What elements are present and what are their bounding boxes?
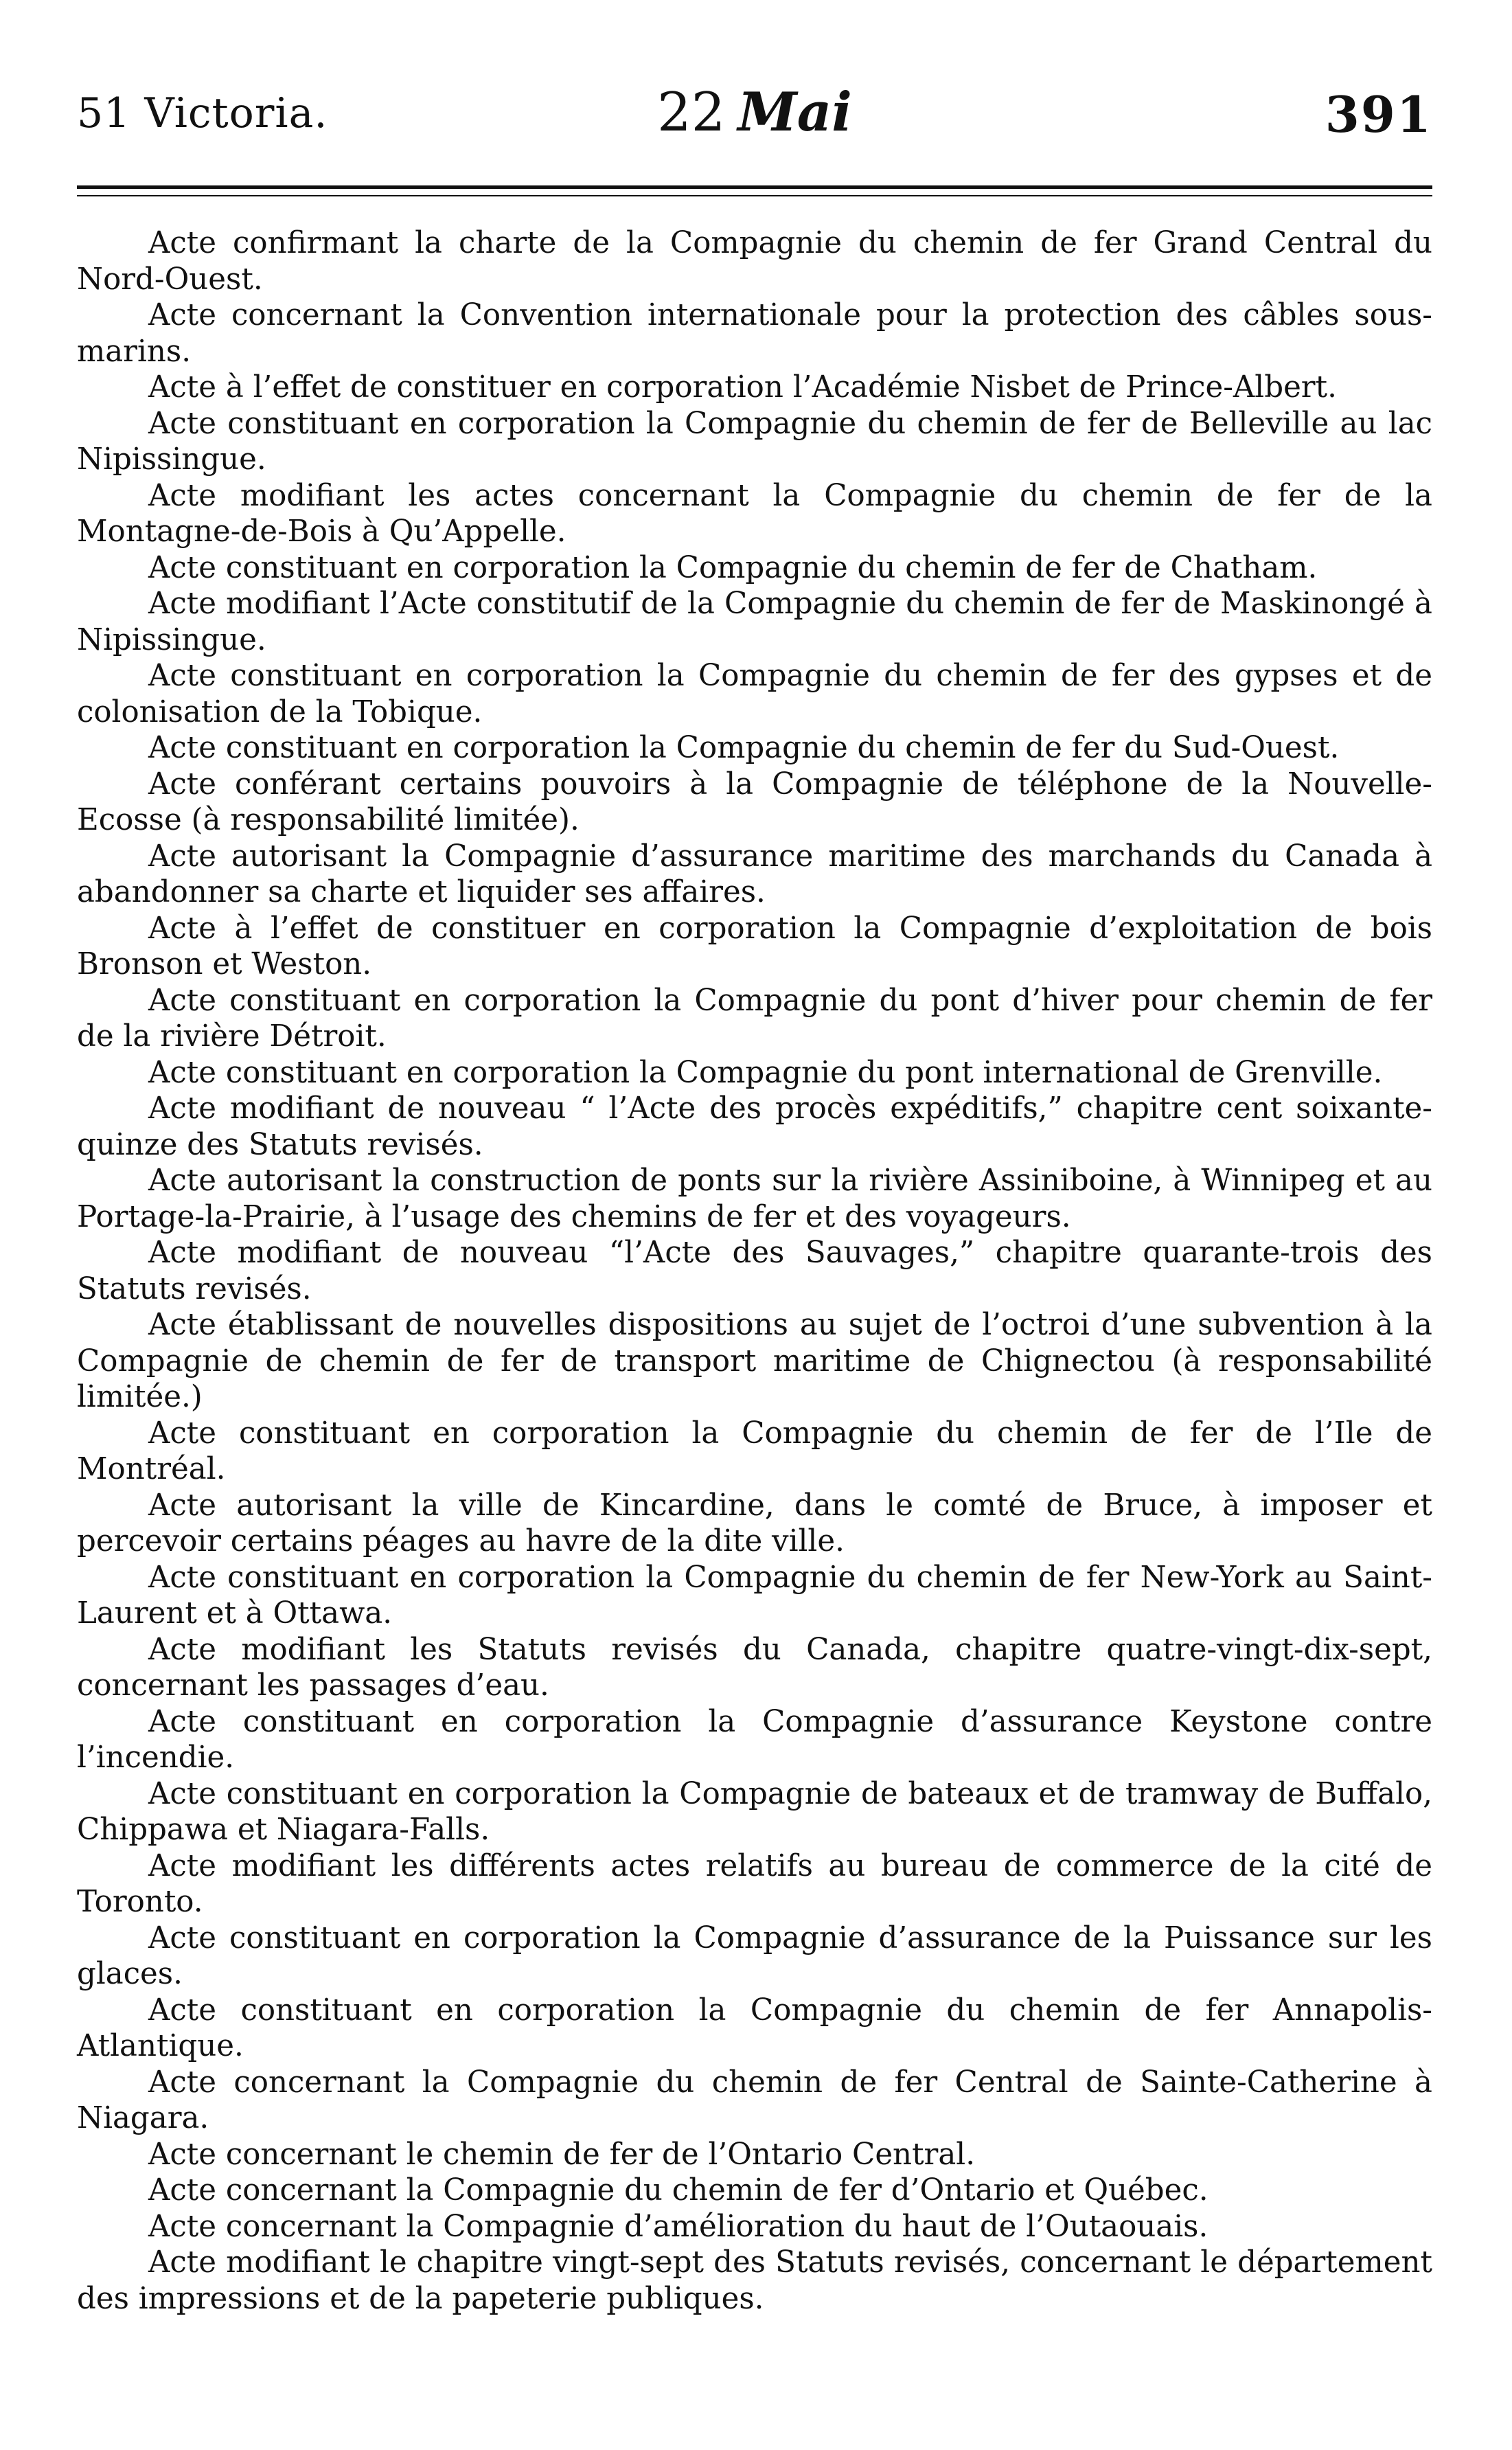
header-rule-thin: [77, 195, 1432, 196]
act-entry: Acte constituant en corporation la Compagnie du chemin de fer de Belleville au lac Nipissingue.: [77, 406, 1432, 477]
act-entry: Acte modifiant les Statuts revisés du Canada, chapitre quatre-vingt-dix-sept, concernant les passages d’eau.: [77, 1632, 1432, 1703]
act-entry: Acte constituant en corporation la Compagnie du chemin de fer du Sud-Ouest.: [148, 731, 1340, 765]
page-header: [77, 77, 1432, 152]
act-entry: Acte constituant en corporation la Compagnie du chemin de fer de l’Ile de Montréal.: [77, 1416, 1432, 1486]
running-head-year: 51 Victoria.: [77, 89, 328, 137]
act-entry: Acte constituant en corporation la Compagnie de bateaux et de tramway de Buffalo, Chippawa et Niagara-Falls.: [77, 1776, 1432, 1847]
act-entry: Acte à l’effet de constituer en corporation la Compagnie d’exploitation de bois Bronson et Weston.: [77, 911, 1432, 982]
act-entry: Acte modifiant de nouveau “l’Acte des Sauvages,” chapitre quarante-trois des Statuts revisés.: [77, 1236, 1432, 1306]
act-entry: Acte autorisant la construction de ponts sur la rivière Assiniboine, à Winnipeg et au Portage-la-Prairie, à l’usage des chemins de fer et des voyageurs.: [77, 1164, 1432, 1234]
act-entry: Acte autorisant la ville de Kincardine, dans le comté de Bruce, à imposer et percevoir certains péages au havre de la dite ville.: [77, 1488, 1432, 1558]
act-entry: Acte modifiant le chapitre vingt-sept des Statuts revisés, concernant le département des impressions et de la papeterie publiques.: [77, 2245, 1432, 2316]
act-entry: Acte constituant en corporation la Compagnie du pont international de Grenville.: [148, 1055, 1383, 1090]
header-rule-thick: [77, 185, 1432, 189]
act-entry: Acte établissant de nouvelles dispositions au sujet de l’octroi d’une subvention à la Compagnie de chemin de fer de transport maritime de Chignectou (à responsabilité limitée.): [77, 1308, 1432, 1414]
acts-list: [77, 225, 1432, 2317]
act-entry: Acte conférant certains pouvoirs à la Compagnie de téléphone de la Nouvelle-Ecosse (à responsabilité limitée).: [77, 767, 1432, 837]
running-head-date: [77, 81, 1432, 144]
date-day: 22: [657, 82, 726, 144]
act-entry: Acte modifiant de nouveau “ l’Acte des procès expéditifs,” chapitre cent soixante-quinze des Statuts revisés.: [77, 1091, 1432, 1162]
act-entry: Acte confirmant la charte de la Compagnie du chemin de fer Grand Central du Nord-Ouest.: [77, 226, 1432, 297]
act-entry: Acte modifiant les différents actes relatifs au bureau de commerce de la cité de Toronto.: [77, 1848, 1432, 1919]
date-month: Mai: [737, 81, 852, 144]
act-entry: Acte constituant en corporation la Compagnie du chemin de fer New-York au Saint-Laurent et à Ottawa.: [77, 1560, 1432, 1631]
act-entry: Acte constituant en corporation la Compagnie du pont d’hiver pour chemin de fer de la rivière Détroit.: [77, 983, 1432, 1054]
act-entry: Acte modifiant l’Acte constitutif de la Compagnie du chemin de fer de Maskinongé à Nipissingue.: [77, 587, 1432, 657]
act-entry: Acte constituant en corporation la Compagnie du chemin de fer Annapolis-Atlantique.: [77, 1993, 1432, 2063]
act-entry: Acte modifiant les actes concernant la Compagnie du chemin de fer de la Montagne-de-Bois à Qu’Appelle.: [77, 478, 1432, 549]
act-entry: Acte à l’effet de constituer en corporation l’Académie Nisbet de Prince-Albert.: [148, 370, 1337, 405]
act-entry: Acte constituant en corporation la Compagnie d’assurance Keystone contre l’incendie.: [77, 1704, 1432, 1775]
act-entry: Acte autorisant la Compagnie d’assurance maritime des marchands du Canada à abandonner sa charte et liquider ses affaires.: [77, 839, 1432, 909]
page-number: 391: [1325, 85, 1432, 144]
act-entry: Acte concernant la Convention internationale pour la protection des câbles sous-marins.: [77, 298, 1432, 369]
act-entry: Acte constituant en corporation la Compagnie d’assurance de la Puissance sur les glaces.: [77, 1920, 1432, 1991]
act-entry: Acte concernant le chemin de fer de l’Ontario Central.: [148, 2137, 976, 2172]
act-entry: Acte concernant la Compagnie du chemin de fer d’Ontario et Québec.: [148, 2173, 1209, 2208]
act-entry: Acte concernant la Compagnie d’amélioration du haut de l’Outaouais.: [148, 2209, 1209, 2244]
act-entry: Acte constituant en corporation la Compagnie du chemin de fer des gypses et de colonisation de la Tobique.: [77, 659, 1432, 729]
act-entry: Acte constituant en corporation la Compagnie du chemin de fer de Chatham.: [148, 550, 1318, 585]
act-entry: Acte concernant la Compagnie du chemin de fer Central de Sainte-Catherine à Niagara.: [77, 2065, 1432, 2135]
